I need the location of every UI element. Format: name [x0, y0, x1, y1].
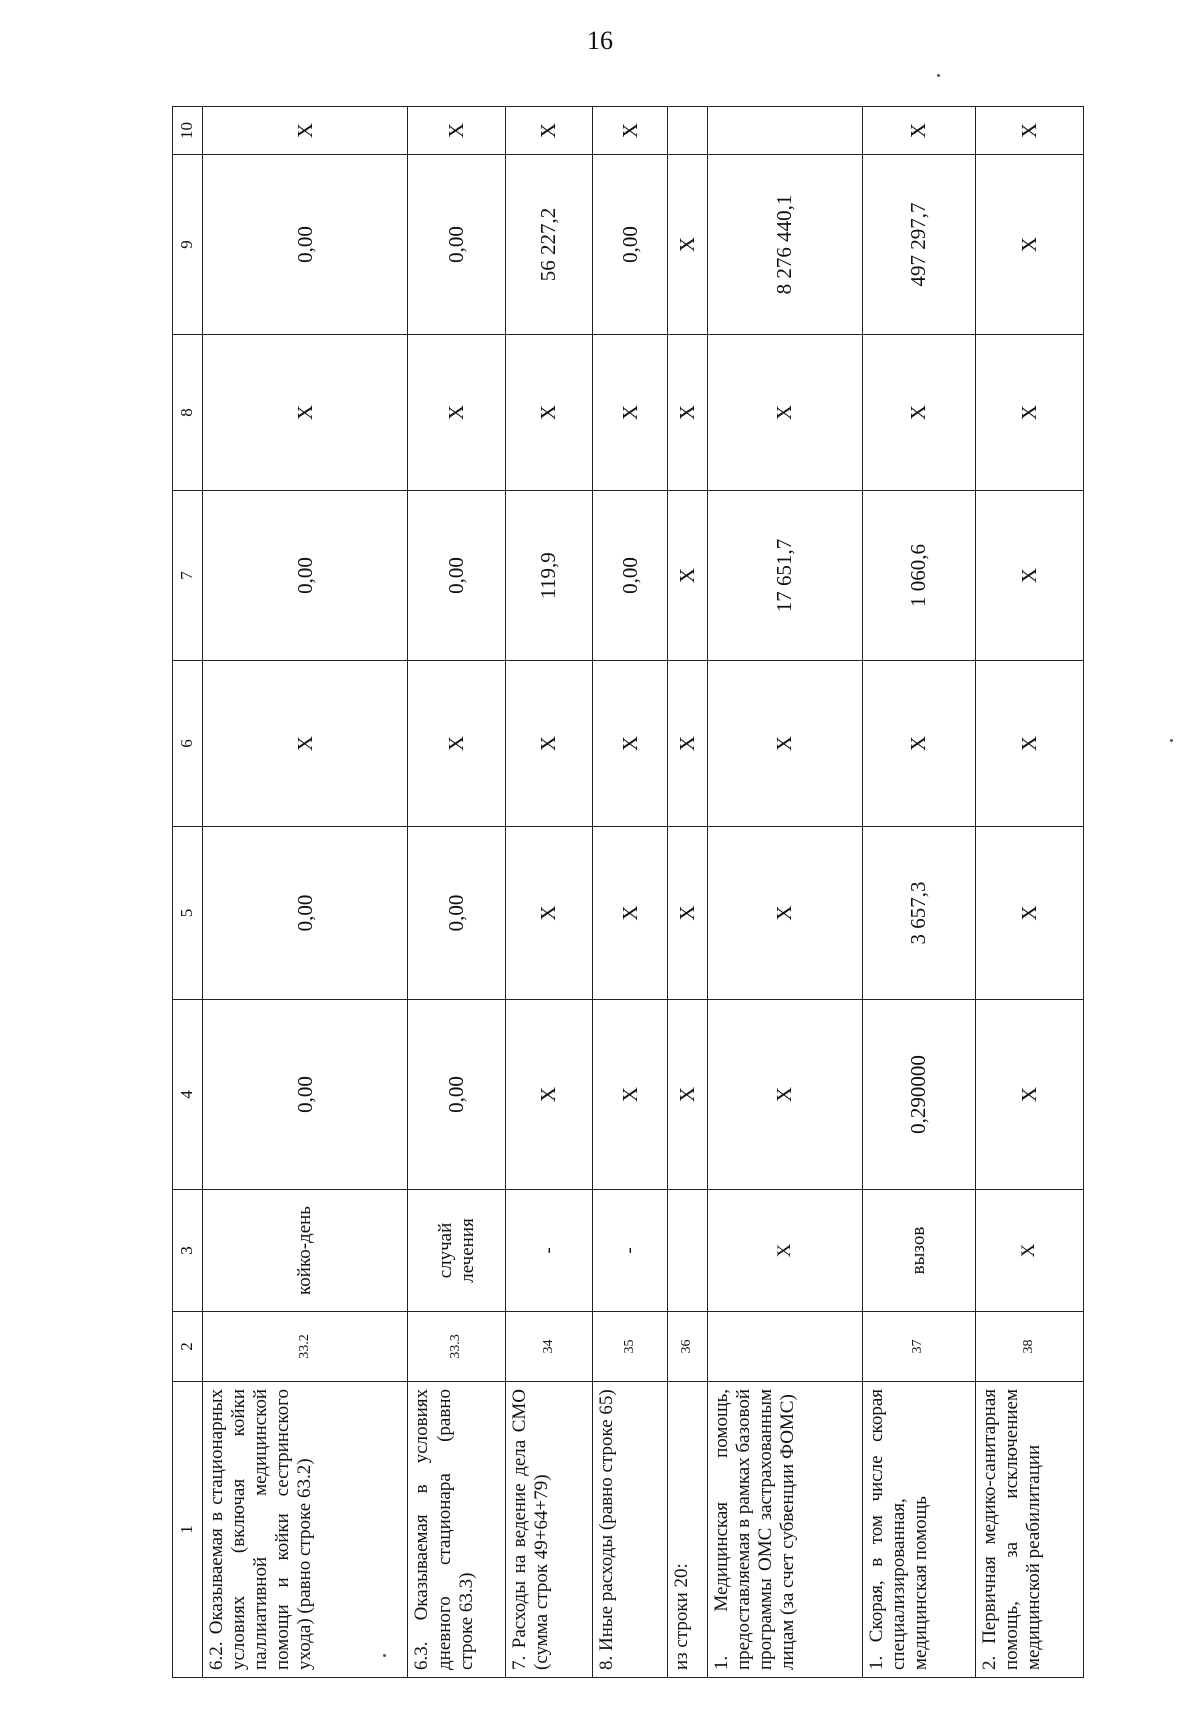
value-cell: X — [668, 661, 708, 827]
table-row — [668, 107, 708, 1678]
row-code-cell: 36 — [668, 1312, 708, 1382]
unit-cell: X — [975, 1190, 1083, 1312]
column-number-row — [173, 107, 203, 1678]
value-cell: X — [708, 661, 863, 827]
rotated-table-container — [172, 107, 1084, 1678]
table-row — [975, 107, 1083, 1678]
value-cell: X — [593, 1000, 668, 1190]
value-cell: X — [668, 491, 708, 661]
value-cell: 0,00 — [202, 827, 408, 1000]
value-cell: 0,00 — [593, 155, 668, 335]
row-description-cell: 1. Медицинская помощь, предоставляемая в рамках базовой программы ОМС застрахованным лицам (за счет субвенции ФОМС) — [708, 1382, 863, 1678]
row-description-cell: 7. Расходы на ведение дела СМО (сумма строк 49+64+79) — [505, 1382, 592, 1678]
value-cell: 497 297,7 — [862, 155, 975, 335]
row-code-cell: 33.3 — [408, 1312, 505, 1382]
column-number-cell: 6 — [173, 661, 203, 827]
table-row — [708, 107, 863, 1678]
value-cell: X — [668, 155, 708, 335]
value-cell: 3 657,3 — [862, 827, 975, 1000]
value-cell: X — [505, 661, 592, 827]
value-cell: X — [593, 335, 668, 491]
value-cell: X — [505, 107, 592, 155]
page-number: 16 — [587, 26, 613, 55]
unit-cell: - — [593, 1190, 668, 1312]
column-number-cell: 2 — [173, 1312, 203, 1382]
value-cell: X — [593, 107, 668, 155]
table-row — [505, 107, 592, 1678]
value-cell: 0,00 — [202, 491, 408, 661]
unit-cell: случай лечения — [408, 1190, 505, 1312]
value-cell: X — [975, 491, 1083, 661]
value-cell: 0,00 — [202, 1000, 408, 1190]
row-description-cell: 1. Скорая, в том числе скорая специализированная, медицинская помощь — [862, 1382, 975, 1678]
column-number-cell: 7 — [173, 491, 203, 661]
value-cell: 0,00 — [408, 491, 505, 661]
value-cell: 0,00 — [408, 1000, 505, 1190]
scan-speck — [937, 74, 940, 77]
row-description-cell: 6.3. Оказываемая в условиях дневного стационара (равно строке 63.3) — [408, 1382, 505, 1678]
table-row — [862, 107, 975, 1678]
value-cell: X — [505, 1000, 592, 1190]
value-cell: 1 060,6 — [862, 491, 975, 661]
value-cell — [708, 107, 863, 155]
row-description-cell: 8. Иные расходы (равно строке 65) — [593, 1382, 668, 1678]
value-cell: X — [862, 107, 975, 155]
unit-cell: X — [708, 1190, 863, 1312]
value-cell: X — [975, 1000, 1083, 1190]
row-code-cell: 33.2 — [202, 1312, 408, 1382]
column-number-cell: 9 — [173, 155, 203, 335]
unit-cell: вызов — [862, 1190, 975, 1312]
column-number-cell: 10 — [173, 107, 203, 155]
value-cell: X — [408, 335, 505, 491]
row-code-cell — [708, 1312, 863, 1382]
value-cell: 8 276 440,1 — [708, 155, 863, 335]
value-cell: X — [975, 155, 1083, 335]
row-code-cell: 37 — [862, 1312, 975, 1382]
value-cell: 17 651,7 — [708, 491, 863, 661]
value-cell: 119,9 — [505, 491, 592, 661]
value-cell: X — [708, 827, 863, 1000]
value-cell: X — [975, 827, 1083, 1000]
column-number-cell: 4 — [173, 1000, 203, 1190]
value-cell: X — [505, 827, 592, 1000]
table-row — [202, 107, 408, 1678]
value-cell: 0,00 — [593, 491, 668, 661]
value-cell: 0,290000 — [862, 1000, 975, 1190]
value-cell: X — [202, 335, 408, 491]
value-cell: 0,00 — [202, 155, 408, 335]
table-row — [593, 107, 668, 1678]
value-cell: X — [708, 335, 863, 491]
expenditure-table — [172, 106, 1084, 1678]
value-cell: X — [202, 107, 408, 155]
value-cell: 0,00 — [408, 155, 505, 335]
value-cell: X — [862, 661, 975, 827]
row-description-cell: 6.2. Оказываемая в стационарных условиях (включая койки паллиативной медицинской помощи и койки сестринского ухода) (равно строке 63.2) — [202, 1382, 408, 1678]
value-cell: X — [593, 661, 668, 827]
value-cell: X — [975, 107, 1083, 155]
value-cell: X — [975, 335, 1083, 491]
row-code-cell: 38 — [975, 1312, 1083, 1382]
unit-cell: - — [505, 1190, 592, 1312]
row-description-cell: из строки 20: — [668, 1382, 708, 1678]
unit-cell — [668, 1190, 708, 1312]
column-number-cell: 5 — [173, 827, 203, 1000]
column-number-cell: 8 — [173, 335, 203, 491]
value-cell: X — [408, 107, 505, 155]
value-cell: 0,00 — [408, 827, 505, 1000]
value-cell: X — [862, 335, 975, 491]
unit-cell: койко-день — [202, 1190, 408, 1312]
value-cell: X — [202, 661, 408, 827]
value-cell: 56 227,2 — [505, 155, 592, 335]
row-code-cell: 35 — [593, 1312, 668, 1382]
value-cell: X — [708, 1000, 863, 1190]
scan-speck — [1170, 739, 1173, 742]
column-number-cell: 3 — [173, 1190, 203, 1312]
row-code-cell: 34 — [505, 1312, 592, 1382]
value-cell: X — [668, 335, 708, 491]
table-row — [408, 107, 505, 1678]
value-cell — [668, 107, 708, 155]
row-description-cell: 2. Первичная медико-санитарная помощь, за исключением медицинской реабилитации — [975, 1382, 1083, 1678]
column-number-cell: 1 — [173, 1382, 203, 1678]
value-cell: X — [975, 661, 1083, 827]
value-cell: X — [505, 335, 592, 491]
value-cell: X — [408, 661, 505, 827]
value-cell: X — [668, 1000, 708, 1190]
value-cell: X — [668, 827, 708, 1000]
value-cell: X — [593, 827, 668, 1000]
